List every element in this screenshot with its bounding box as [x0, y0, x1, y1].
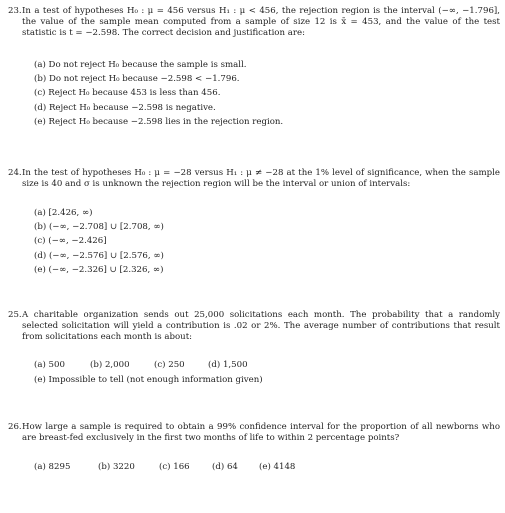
- option-c: (c) 250: [154, 360, 185, 370]
- option-d: (d) 64: [212, 462, 238, 472]
- option-a: (a) Do not reject H₀ because the sample is small.: [34, 60, 247, 70]
- option-e: (e) 4148: [259, 462, 296, 472]
- option-b: (b) (−∞, −2.708] ∪ [2.708, ∞): [34, 222, 164, 233]
- question-number: 26.: [8, 422, 22, 432]
- question-stem: A charitable organization sends out 25,000 solicitations each month. The probability that a randomly selected solicitation will yield a contribution is .02 or 2%. The average number of contributions that result from solicitations each month is about:: [22, 310, 500, 342]
- question-23: [8, 6, 500, 129]
- option-e: (e) (−∞, −2.326] ∪ [2.326, ∞): [34, 264, 164, 275]
- answer-options: [34, 460, 500, 475]
- options-row: [34, 358, 500, 373]
- option-b: (b) Do not reject H₀ because −2.598 < −1.796.: [34, 74, 240, 85]
- question-number: 25.: [8, 310, 22, 320]
- question-stem: How large a sample is required to obtain a 99% confidence interval for the proportion of all newborns who are breast-fed exclusively in the first two months of life to within 2 percentage points?: [22, 422, 500, 443]
- option-d: (d) (−∞, −2.576] ∪ [2.576, ∞): [34, 250, 164, 261]
- question-24: [8, 168, 500, 277]
- option-c: (c) Reject H₀ because 453 is less than 456.: [34, 88, 221, 99]
- question-number: 24.: [8, 168, 22, 178]
- option-d: (d) 1,500: [208, 360, 248, 370]
- option-c: (c) 166: [159, 462, 190, 472]
- option-a: (a) [2.426, ∞): [34, 208, 93, 218]
- option-e: (e) Impossible to tell (not enough information given): [34, 375, 263, 385]
- option-a: (a) 8295: [34, 462, 71, 472]
- answer-options: [34, 58, 500, 129]
- option-b: (b) 2,000: [90, 360, 130, 370]
- option-b: (b) 3220: [98, 462, 135, 472]
- options-row: [34, 460, 500, 475]
- option-e: (e) Reject H₀ because −2.598 lies in the rejection region.: [34, 116, 284, 127]
- option-d: (d) Reject H₀ because −2.598 is negative.: [34, 102, 216, 113]
- question-stem: In the test of hypotheses H₀ : μ = −28 versus H₁ : μ ≠ −28 at the 1% level of significance, when the sample size is 40 and σ is unknown the rejection region will be the interval or union of intervals:: [22, 168, 500, 189]
- answer-options: [34, 206, 500, 277]
- option-a: (a) 500: [34, 360, 65, 370]
- option-c: (c) (−∞, −2.426]: [34, 236, 107, 247]
- question-26: [8, 422, 500, 475]
- question-number: 23.: [8, 6, 22, 16]
- question-25: [8, 310, 500, 387]
- question-stem: In a test of hypotheses H₀ : μ = 456 versus H₁ : μ < 456, the rejection region is the interval (−∞, −1.796], the value of the sample mean computed from a sample of size 12 is x̄ = 453, and the value of the test statistic is t = −2.598. The correct decision and justification are:: [22, 6, 500, 38]
- answer-options: [34, 358, 500, 387]
